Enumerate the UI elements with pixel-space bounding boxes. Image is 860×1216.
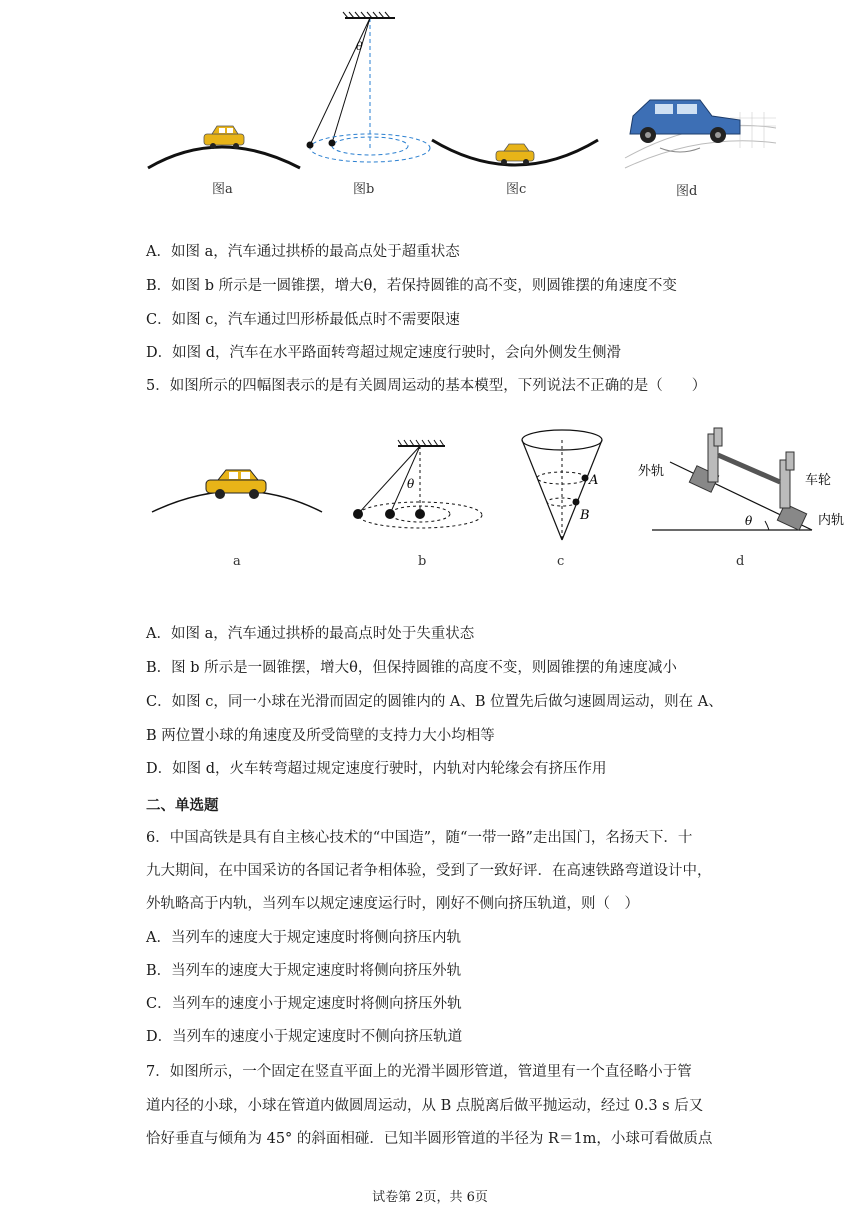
caption-fig-b: 图b bbox=[353, 182, 375, 197]
point-a-label: A bbox=[589, 473, 599, 488]
theta-label: θ bbox=[745, 514, 753, 528]
car-icon bbox=[206, 470, 266, 499]
q5-option-c-cont: B 两位置小球的角速度及所受筒壁的支持力大小均相等 bbox=[146, 728, 495, 744]
q5-option-c: C．如图 c，同一小球在光滑而固定的圆锥内的 A、B 位置先后做匀速圆周运动，则在 A、 bbox=[146, 694, 723, 710]
caption-fig-c: 图c bbox=[506, 182, 527, 197]
fig5-b-conical-pendulum bbox=[353, 440, 482, 528]
caption-fig5-b: b bbox=[418, 554, 427, 569]
q6-option-a: A．当列车的速度大于规定速度时将侧向挤压内轨 bbox=[146, 930, 461, 946]
car-icon bbox=[496, 144, 534, 165]
q5-option-d: D．如图 d，火车转弯超过规定速度行驶时，内轨对内轮缘会有挤压作用 bbox=[146, 761, 607, 777]
fig5-d-train-rails bbox=[638, 428, 844, 530]
q7-stem-line-2: 道内径的小球，小球在管道内做圆周运动，从 B 点脱离后做平抛运动，经过 0.3 s 后又 bbox=[146, 1098, 704, 1114]
wheel-label: 车轮 bbox=[805, 473, 832, 488]
q7-stem-line-1: 7．如图所示，一个固定在竖直平面上的光滑半圆形管道，管道里有一个直径略小于管 bbox=[146, 1064, 692, 1080]
q5-option-a: A．如图 a，汽车通过拱桥的最高点时处于失重状态 bbox=[146, 626, 475, 642]
fig-b-conical-pendulum bbox=[307, 12, 431, 162]
q5-option-b: B．图 b 所示是一圆锥摆，增大θ，但保持圆锥的高度不变，则圆锥摆的角速度减小 bbox=[146, 660, 677, 676]
fig-d-car-skidding bbox=[625, 100, 776, 168]
inner-rail-label: 内轨 bbox=[818, 513, 845, 528]
q6-option-c: C．当列车的速度小于规定速度时将侧向挤压外轨 bbox=[146, 996, 462, 1012]
fig5-a-arch-bridge bbox=[152, 470, 322, 512]
figure-row-1 bbox=[140, 8, 780, 208]
q6-option-d: D．当列车的速度小于规定速度时不侧向挤压轨道 bbox=[146, 1029, 463, 1045]
theta-label: θ bbox=[356, 40, 363, 53]
outer-rail-label: 外轨 bbox=[638, 464, 665, 479]
q7-stem-line-3: 恰好垂直与倾角为 45° 的斜面相碰．已知半圆形管道的半径为 R＝1m，小球可看做质点 bbox=[146, 1131, 713, 1147]
fig5-c-cone bbox=[522, 430, 602, 540]
q4-option-b: B．如图 b 所示是一圆锥摆，增大θ，若保持圆锥的高不变，则圆锥摆的角速度不变 bbox=[146, 278, 677, 294]
q4-option-d: D．如图 d，汽车在水平路面转弯超过规定速度行驶时，会向外侧发生侧滑 bbox=[146, 345, 622, 361]
page-footer: 试卷第 2页，共 6页 bbox=[372, 1190, 488, 1205]
q4-option-a: A．如图 a，汽车通过拱桥的最高点处于超重状态 bbox=[146, 244, 460, 260]
q6-option-b: B．当列车的速度大于规定速度时将侧向挤压外轨 bbox=[146, 963, 462, 979]
point-b-label: B bbox=[580, 508, 590, 523]
fig-c-concave-bridge bbox=[432, 140, 598, 165]
car-icon bbox=[630, 100, 740, 143]
caption-fig5-c: c bbox=[557, 554, 565, 569]
caption-fig5-d: d bbox=[736, 554, 745, 569]
q6-stem-line-1: 6．中国高铁是具有自主核心技术的“中国造”，随“一带一路”走出国门，名扬天下．十 bbox=[146, 830, 693, 846]
q4-option-c: C．如图 c，汽车通过凹形桥最低点时不需要限速 bbox=[146, 312, 460, 328]
caption-fig-d: 图d bbox=[676, 184, 698, 199]
section-heading: 二、单选题 bbox=[146, 797, 219, 814]
figure-row-2 bbox=[140, 420, 860, 580]
fig-a-arch-bridge bbox=[148, 126, 300, 168]
caption-fig-a: 图a bbox=[212, 182, 233, 197]
q6-stem-line-3: 外轨略高于内轨，当列车以规定速度运行时，刚好不侧向挤压轨道，则（ ） bbox=[146, 896, 639, 912]
q6-stem-line-2: 九大期间，在中国采访的各国记者争相体验，受到了一致好评．在高速铁路弯道设计中， bbox=[146, 863, 712, 879]
q5-stem: 5．如图所示的四幅图表示的是有关圆周运动的基本模型，下列说法不正确的是（ ） bbox=[146, 378, 707, 394]
caption-fig5-a: a bbox=[233, 554, 241, 569]
theta-label: θ bbox=[407, 477, 415, 491]
